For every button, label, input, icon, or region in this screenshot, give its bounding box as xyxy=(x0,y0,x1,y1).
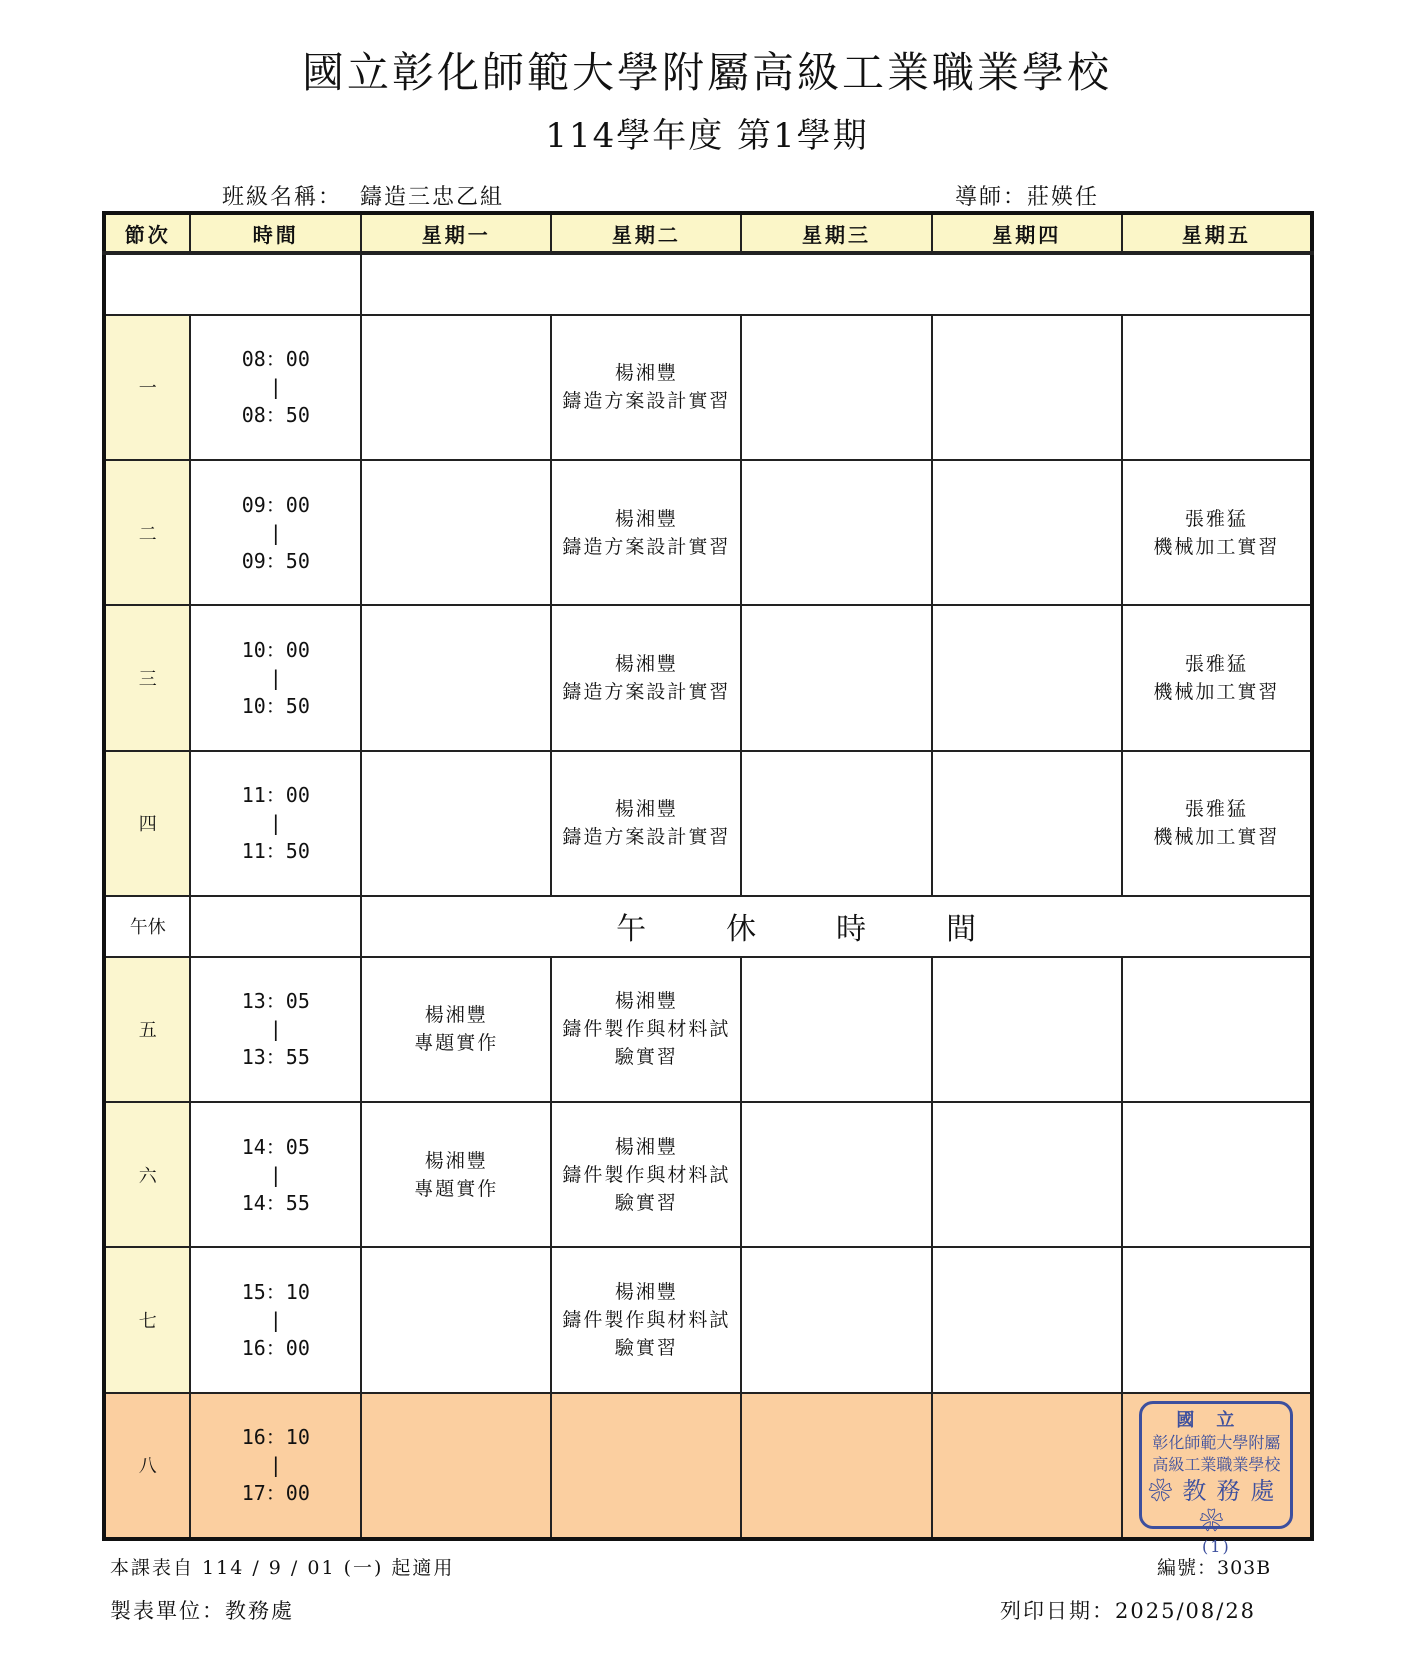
time-separator: | xyxy=(269,1453,282,1478)
course-name: 鑄造方案設計實習 xyxy=(562,390,731,413)
header-tuesday: 星期二 xyxy=(551,213,741,253)
lunch-label: 午休 xyxy=(104,896,190,957)
course-name: 鑄造方案設計實習 xyxy=(562,680,731,703)
class-cell xyxy=(932,460,1122,605)
class-cell xyxy=(1122,751,1312,896)
teacher-name: 楊湘豐 xyxy=(614,362,678,385)
mentor: 導師：莊媖任 xyxy=(955,185,1100,210)
teacher-name: 楊湘豐 xyxy=(614,507,678,530)
time-separator: | xyxy=(269,520,282,545)
term-title: 114學年度 第1學期 xyxy=(545,116,869,156)
lunch-row xyxy=(104,896,1312,957)
start-time: 10：00 xyxy=(241,637,310,662)
blank-cell xyxy=(104,253,361,315)
end-time: 17：00 xyxy=(241,1481,310,1506)
period-number: 三 xyxy=(104,605,190,750)
period-time xyxy=(190,1247,361,1392)
blank-row xyxy=(104,253,1312,315)
header-friday: 星期五 xyxy=(1122,213,1312,253)
teacher-name: 楊湘豐 xyxy=(614,652,678,675)
period-time xyxy=(190,315,361,460)
period-time xyxy=(190,460,361,605)
teacher-name: 楊湘豐 xyxy=(424,1004,488,1027)
class-cell xyxy=(1122,1247,1312,1392)
course-name: 專題實作 xyxy=(414,1032,499,1055)
class-cell xyxy=(361,1393,551,1539)
teacher-name: 楊湘豐 xyxy=(614,1135,678,1158)
course-name: 機械加工實習 xyxy=(1153,826,1280,849)
start-time: 09：00 xyxy=(241,492,310,517)
start-time: 15：10 xyxy=(241,1279,310,1304)
class-cell xyxy=(1122,460,1312,605)
period-row xyxy=(104,605,1312,750)
class-cell xyxy=(361,1247,551,1392)
header-monday: 星期一 xyxy=(361,213,551,253)
stamp-text: 彰化師範大學附屬 xyxy=(1152,1433,1281,1453)
class-cell xyxy=(932,1102,1122,1247)
period-row xyxy=(104,1393,1312,1539)
course-name: 驗實習 xyxy=(614,1336,678,1359)
class-cell xyxy=(741,460,931,605)
period-row xyxy=(104,1102,1312,1247)
class-cell xyxy=(551,1393,741,1539)
period-time xyxy=(190,1393,361,1539)
school-title: 國立彰化師範大學附屬高級工業職業學校 xyxy=(301,48,1112,97)
time-separator: | xyxy=(269,375,282,400)
time-separator: | xyxy=(269,1017,282,1042)
period-row xyxy=(104,751,1312,896)
course-name: 驗實習 xyxy=(614,1191,678,1214)
course-name: 驗實習 xyxy=(614,1046,678,1069)
period-number: 七 xyxy=(104,1247,190,1392)
course-name: 鑄造方案設計實習 xyxy=(562,826,731,849)
class-cell xyxy=(741,751,931,896)
timetable xyxy=(102,211,1314,1557)
class-cell xyxy=(932,315,1122,460)
end-time: 09：50 xyxy=(241,548,310,573)
class-cell xyxy=(1122,315,1312,460)
class-cell xyxy=(361,605,551,750)
class-cell xyxy=(932,1393,1122,1539)
lunch-time xyxy=(190,896,361,957)
end-time: 13：55 xyxy=(241,1045,310,1070)
class-cell xyxy=(551,460,741,605)
schedule-code: 編號：303B xyxy=(1157,1557,1272,1579)
course-name: 專題實作 xyxy=(414,1177,499,1200)
office-stamp xyxy=(1139,1401,1293,1557)
class-cell xyxy=(741,957,931,1102)
period-time xyxy=(190,605,361,750)
period-row xyxy=(104,315,1312,460)
class-cell xyxy=(932,605,1122,750)
class-cell xyxy=(551,1247,741,1392)
period-time xyxy=(190,1102,361,1247)
print-date: 列印日期：2025/08/28 xyxy=(1000,1599,1257,1623)
effective-date: 本課表自 114 / 9 / 01 (一) 起適用 xyxy=(110,1557,455,1579)
class-cell xyxy=(551,751,741,896)
teacher-name: 張雅猛 xyxy=(1184,652,1248,675)
class-cell xyxy=(551,605,741,750)
teacher-name: 楊湘豐 xyxy=(614,798,678,821)
class-cell xyxy=(1122,1393,1312,1557)
class-cell xyxy=(932,957,1122,1102)
class-cell xyxy=(741,1247,931,1392)
header-wednesday: 星期三 xyxy=(741,213,931,253)
class-cell xyxy=(932,1247,1122,1392)
header-time: 時間 xyxy=(190,213,361,253)
period-number: 五 xyxy=(104,957,190,1102)
time-separator: | xyxy=(269,665,282,690)
header-period: 節次 xyxy=(104,213,190,253)
class-cell xyxy=(741,315,931,460)
blank-cell xyxy=(361,253,1312,315)
period-number: 六 xyxy=(104,1102,190,1247)
class-cell xyxy=(361,1102,551,1247)
class-cell xyxy=(551,957,741,1102)
start-time: 08：00 xyxy=(241,347,310,372)
stamp-text: 國立 xyxy=(1176,1410,1257,1432)
header-thursday: 星期四 xyxy=(932,213,1122,253)
class-cell xyxy=(361,957,551,1102)
end-time: 16：00 xyxy=(241,1335,310,1360)
class-cell xyxy=(361,460,551,605)
class-cell xyxy=(1122,1102,1312,1247)
lunch-text: 午休時間 xyxy=(361,896,1312,957)
teacher-name: 張雅猛 xyxy=(1184,798,1248,821)
teacher-name: 楊湘豐 xyxy=(614,990,678,1013)
end-time: 10：50 xyxy=(241,693,310,718)
period-row xyxy=(104,1247,1312,1392)
class-cell xyxy=(741,1102,931,1247)
stamp-text: 高級工業職業學校 xyxy=(1152,1455,1281,1475)
start-time: 14：05 xyxy=(241,1134,310,1159)
period-number: 二 xyxy=(104,460,190,605)
class-cell xyxy=(1122,605,1312,750)
course-name: 鑄件製作與材料試 xyxy=(562,1018,731,1041)
end-time: 14：55 xyxy=(241,1190,310,1215)
course-name: 機械加工實習 xyxy=(1153,535,1280,558)
teacher-name: 楊湘豐 xyxy=(424,1149,488,1172)
period-number: 四 xyxy=(104,751,190,896)
class-cell xyxy=(551,1102,741,1247)
class-label: 班級名稱： xyxy=(222,185,343,210)
class-cell xyxy=(361,751,551,896)
course-name: 鑄件製作與材料試 xyxy=(562,1308,731,1331)
maker-unit: 製表單位：教務處 xyxy=(110,1599,294,1623)
class-cell xyxy=(932,751,1122,896)
period-time xyxy=(190,957,361,1102)
course-name: 鑄件製作與材料試 xyxy=(562,1163,731,1186)
course-name: 鑄造方案設計實習 xyxy=(562,535,731,558)
class-cell xyxy=(741,1393,931,1539)
class-name-line xyxy=(222,180,504,211)
period-time xyxy=(190,751,361,896)
start-time: 16：10 xyxy=(241,1425,310,1450)
end-time: 08：50 xyxy=(241,403,310,428)
stamp-text: (1) xyxy=(1202,1537,1231,1557)
period-row xyxy=(104,460,1312,605)
teacher-name: 楊湘豐 xyxy=(614,1280,678,1303)
class-cell xyxy=(741,605,931,750)
time-separator: | xyxy=(269,1162,282,1187)
stamp-text: ❀教務處❀ xyxy=(1148,1477,1285,1536)
course-name: 機械加工實習 xyxy=(1153,680,1280,703)
start-time: 13：05 xyxy=(241,989,310,1014)
period-row xyxy=(104,957,1312,1102)
header-row xyxy=(104,213,1312,253)
time-separator: | xyxy=(269,811,282,836)
end-time: 11：50 xyxy=(241,839,310,864)
teacher-name: 張雅猛 xyxy=(1184,507,1248,530)
period-number: 一 xyxy=(104,315,190,460)
class-cell xyxy=(1122,957,1312,1102)
class-cell xyxy=(361,315,551,460)
time-separator: | xyxy=(269,1307,282,1332)
class-name: 鑄造三忠乙組 xyxy=(360,185,505,210)
period-number: 八 xyxy=(104,1393,190,1539)
start-time: 11：00 xyxy=(241,783,310,808)
class-cell xyxy=(551,315,741,460)
